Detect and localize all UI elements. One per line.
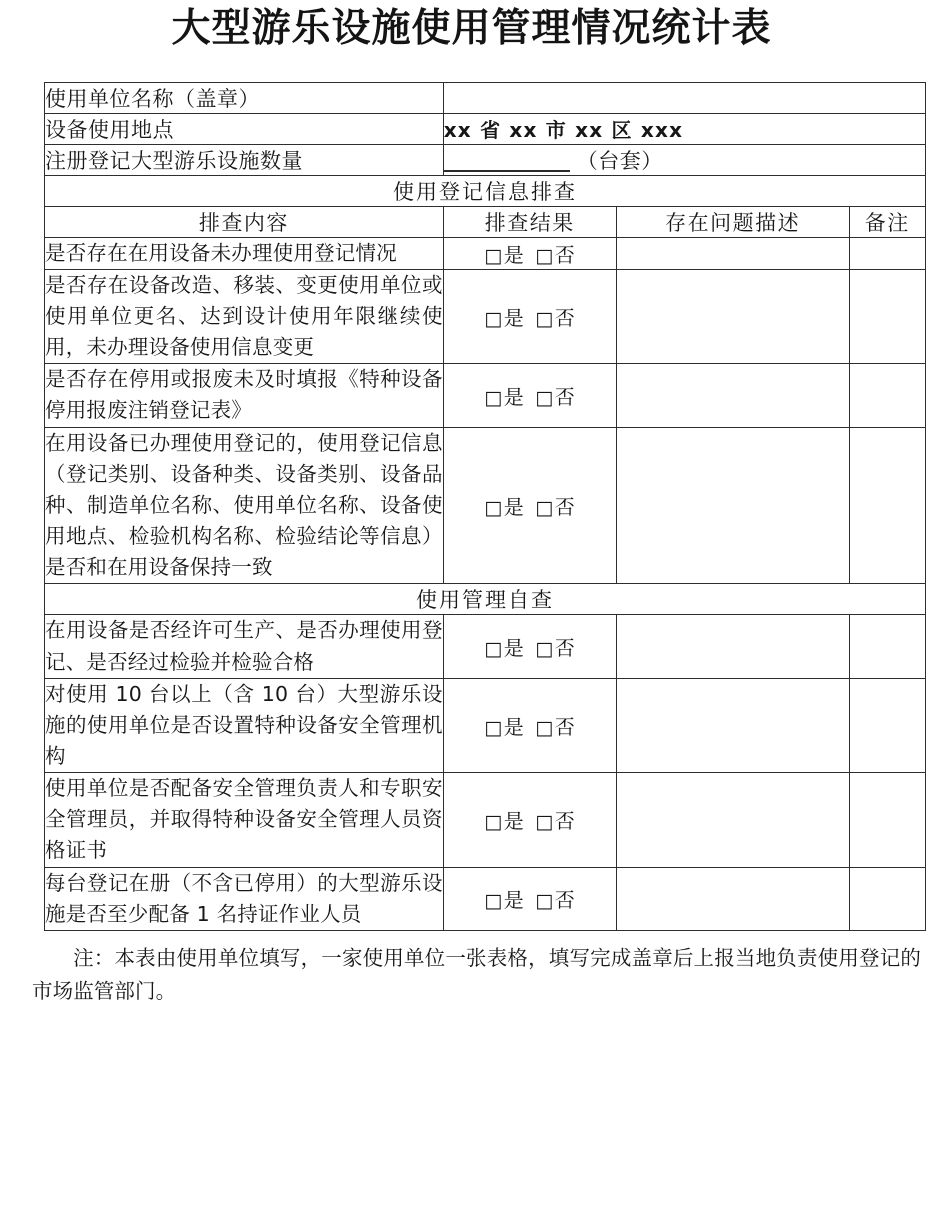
check-result-cell[interactable] (443, 427, 616, 584)
checkbox-no-label: 否 (554, 495, 576, 519)
column-header-problem: 存在问题描述 (616, 206, 849, 237)
fill-in-blank-line[interactable] (444, 170, 570, 172)
table-row (45, 615, 926, 678)
table-row (45, 773, 926, 867)
problem-description-cell[interactable] (616, 615, 849, 678)
checkbox-yes-label: 是 (503, 888, 525, 913)
checkbox-no-label: 否 (554, 242, 576, 267)
checkbox-no[interactable]: □ (535, 890, 554, 913)
check-item-content: 在用设备是否经许可生产、是否办理使用登记、是否经过检验并检验合格 (45, 615, 444, 678)
checkbox-yes[interactable]: □ (484, 497, 503, 519)
checkbox-yes[interactable]: □ (484, 308, 503, 331)
checkbox-no-label: 否 (554, 306, 576, 331)
problem-description-cell[interactable] (616, 269, 849, 363)
field-label-registered-count: 注册登记大型游乐设施数量 (45, 144, 444, 175)
page-title: 大型游乐设施使用管理情况统计表 (171, 5, 772, 51)
checkbox-no[interactable]: □ (535, 497, 554, 519)
remark-cell[interactable] (849, 427, 925, 584)
section-title-registration-check: 使用登记信息排查 (45, 175, 926, 206)
checkbox-yes[interactable]: □ (484, 244, 503, 267)
remark-cell[interactable] (849, 773, 925, 867)
table-row (45, 427, 926, 584)
check-result-cell[interactable] (443, 237, 616, 269)
checkbox-no[interactable]: □ (535, 638, 554, 661)
checkbox-no[interactable]: □ (535, 716, 554, 739)
checkbox-yes[interactable]: □ (484, 638, 503, 661)
table-row-column-head (45, 206, 926, 237)
problem-description-cell[interactable] (616, 773, 849, 867)
field-value-registered-count[interactable] (443, 144, 925, 175)
table-row-unit-name (45, 82, 926, 113)
check-result-cell[interactable] (443, 615, 616, 678)
footnote (32, 942, 921, 1008)
section-title-management-selfcheck: 使用管理自查 (45, 584, 926, 615)
remark-cell[interactable] (849, 237, 925, 269)
problem-description-cell[interactable] (616, 427, 849, 584)
form-table-container (44, 82, 926, 931)
field-value-unit-name[interactable] (443, 82, 925, 113)
checkbox-no-label: 否 (554, 809, 576, 834)
checkbox-yes-label: 是 (503, 636, 525, 661)
checkbox-yes-label: 是 (503, 495, 525, 519)
check-item-content: 是否存在设备改造、移装、变更使用单位或使用单位更名、达到设计使用年限继续使用，未办理设备使用信息变更 (45, 269, 444, 363)
check-result-cell[interactable] (443, 269, 616, 363)
check-result-cell[interactable] (443, 773, 616, 867)
checkbox-yes-label: 是 (503, 714, 525, 739)
remark-cell[interactable] (849, 364, 925, 427)
check-item-content: 使用单位是否配备安全管理负责人和专职安全管理员，并取得特种设备安全管理人员资格证书 (45, 773, 444, 867)
table-row (45, 269, 926, 363)
check-item-content: 每台登记在册（不含已停用）的大型游乐设施是否至少配备 1 名持证作业人员 (45, 867, 444, 930)
problem-description-cell[interactable] (616, 678, 849, 772)
checkbox-yes-label: 是 (503, 384, 525, 409)
table-row (45, 867, 926, 930)
checkbox-yes[interactable]: □ (484, 811, 503, 834)
remark-cell[interactable] (849, 269, 925, 363)
table-row-registered-count (45, 144, 926, 175)
checkbox-no-label: 否 (554, 714, 576, 739)
checkbox-no[interactable]: □ (535, 386, 554, 409)
checkbox-no-label: 否 (554, 384, 576, 409)
checkbox-no-label: 否 (554, 888, 576, 913)
check-result-cell[interactable] (443, 364, 616, 427)
check-result-cell[interactable] (443, 678, 616, 772)
table-row-section-band-1 (45, 175, 926, 206)
check-result-cell[interactable] (443, 867, 616, 930)
remark-cell[interactable] (849, 867, 925, 930)
checkbox-no-label: 否 (554, 636, 576, 661)
checkbox-yes-label: 是 (503, 242, 525, 267)
checkbox-yes[interactable]: □ (484, 716, 503, 739)
field-label-equipment-location: 设备使用地点 (45, 113, 444, 144)
survey-form-table (44, 82, 926, 931)
field-label-unit-name: 使用单位名称（盖章） (45, 82, 444, 113)
checkbox-yes-label: 是 (503, 306, 525, 331)
check-item-content: 对使用 10 台以上（含 10 台）大型游乐设施的使用单位是否设置特种设备安全管理机构 (45, 678, 444, 772)
checkbox-yes-label: 是 (503, 809, 525, 834)
field-value-equipment-location[interactable]: xx 省 xx 市 xx 区 xxx (443, 113, 925, 144)
footnote-text: 注：本表由使用单位填写，一家使用单位一张表格，填写完成盖章后上报当地负责使用登记的市场监管部门。 (32, 945, 921, 1004)
checkbox-no[interactable]: □ (535, 308, 554, 331)
column-header-result: 排查结果 (443, 206, 616, 237)
problem-description-cell[interactable] (616, 364, 849, 427)
check-item-content: 在用设备已办理使用登记的，使用登记信息（登记类别、设备种类、设备类别、设备品种、制造单位名称、使用单位名称、设备使用地点、检验机构名称、检验结论等信息）是否和在用设备保持一致 (45, 427, 444, 584)
checkbox-no[interactable]: □ (535, 811, 554, 834)
table-row (45, 364, 926, 427)
problem-description-cell[interactable] (616, 237, 849, 269)
checkbox-no[interactable]: □ (535, 244, 554, 267)
checkbox-yes[interactable]: □ (484, 890, 503, 913)
table-row-equipment-location (45, 113, 926, 144)
check-item-content: 是否存在停用或报废未及时填报《特种设备停用报废注销登记表》 (45, 364, 444, 427)
remark-cell[interactable] (849, 678, 925, 772)
field-unit-registered-count: （台套） (576, 148, 663, 173)
remark-cell[interactable] (849, 615, 925, 678)
table-row-section-band-2 (45, 584, 926, 615)
checkbox-yes[interactable]: □ (484, 386, 503, 409)
problem-description-cell[interactable] (616, 867, 849, 930)
column-header-content: 排查内容 (45, 206, 444, 237)
table-row (45, 237, 926, 269)
check-item-content: 是否存在在用设备未办理使用登记情况 (45, 237, 444, 269)
table-row (45, 678, 926, 772)
column-header-remark: 备注 (849, 206, 925, 237)
